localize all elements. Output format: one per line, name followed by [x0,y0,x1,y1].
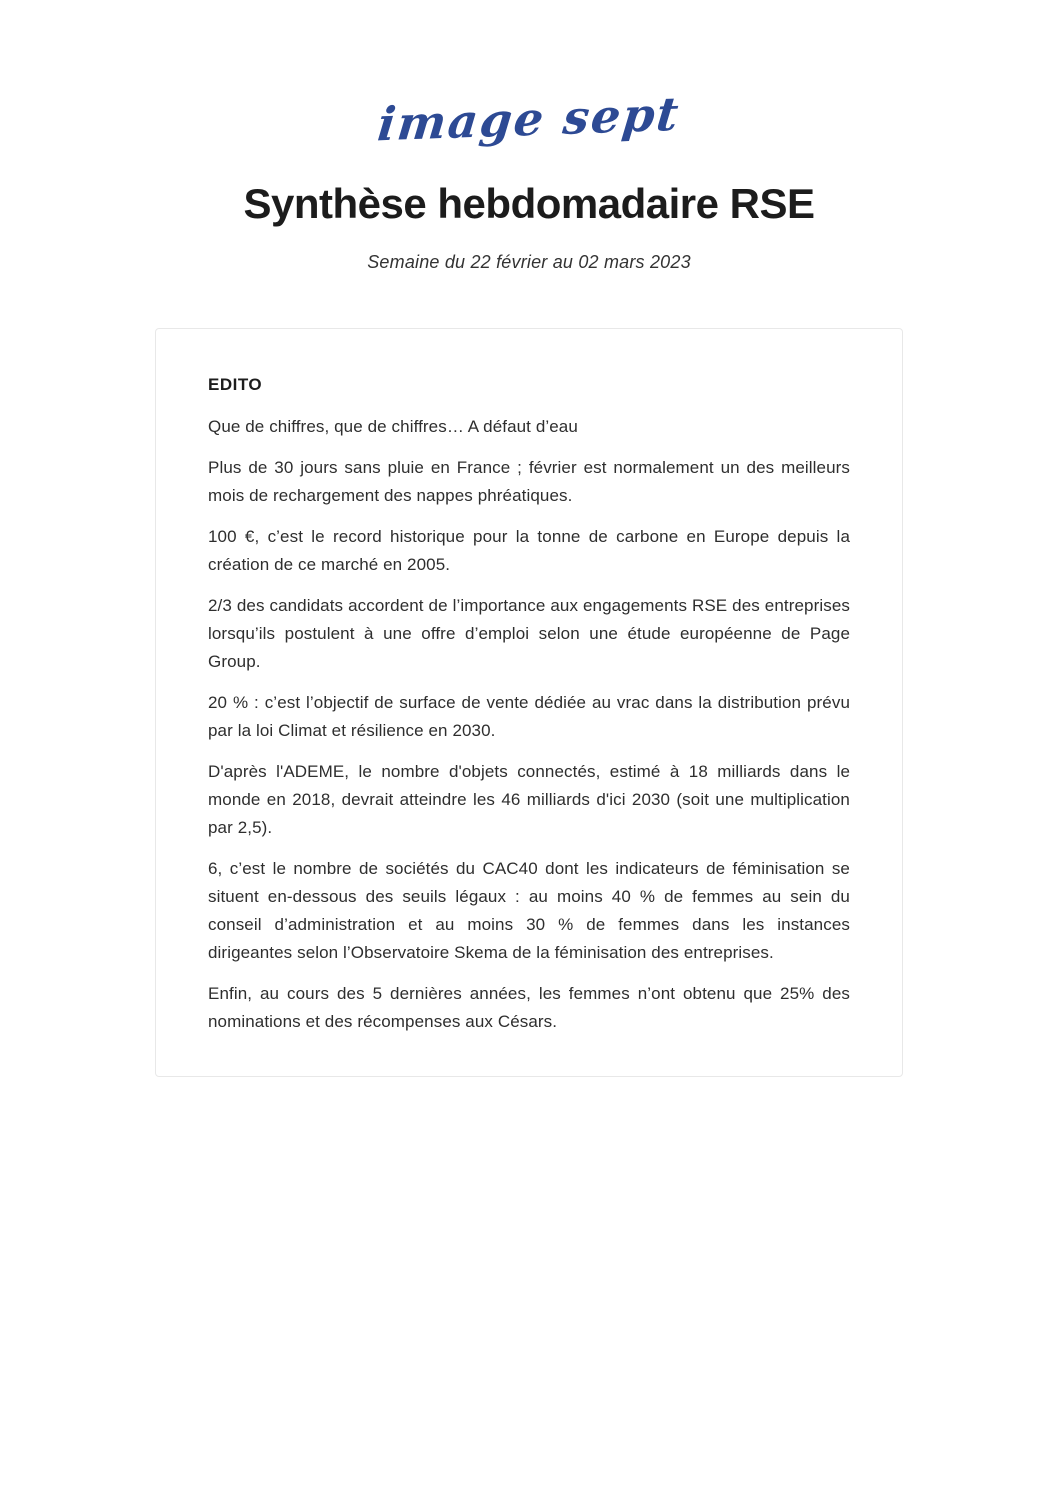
edito-paragraph: 100 €, c’est le record historique pour la tonne de carbone en Europe depuis la création de ce marché en 2005. [208,527,850,575]
edito-card [155,328,903,1077]
week-range-subtitle: Semaine du 22 février au 02 mars 2023 [367,252,691,273]
image-sept-logo: image sept [375,86,683,152]
edito-paragraph: 20 % : c’est l’objectif de surface de vente dédiée au vrac dans la distribution prévu par la loi Climat et résilience en 2030. [208,693,850,741]
edito-paragraph: Plus de 30 jours sans pluie en France ; février est normalement un des meilleurs mois de rechargement des nappes phréatiques. [208,458,850,506]
edito-paragraph: 2/3 des candidats accordent de l’importance aux engagements RSE des entreprises lorsqu’ils postulent à une offre d’emploi selon une étude européenne de Page Group. [208,596,850,672]
edito-paragraph: Enfin, au cours des 5 dernières années, les femmes n’ont obtenu que 25% des nominations et des récompenses aux Césars. [208,984,850,1032]
masthead [0,0,1058,152]
edito-heading: EDITO [208,375,263,395]
edito-paragraph: 6, c’est le nombre de sociétés du CAC40 dont les indicateurs de féminisation se situent en-dessous des seuils légaux : au moins 40 % de femmes au sein du conseil d’administration et au moins 30 % de femmes dans les instances dirigeantes selon l’Observatoire Skema de la féminisation des entreprises. [208,859,850,963]
edito-paragraph: D'après l'ADEME, le nombre d'objets connectés, estimé à 18 milliards dans le monde en 2018, devrait atteindre les 46 milliards d'ici 2030 (soit une multiplication par 2,5). [208,762,850,838]
page-title: Synthèse hebdomadaire RSE [243,180,815,227]
edito-paragraph: Que de chiffres, que de chiffres… A défaut d’eau [208,417,578,437]
